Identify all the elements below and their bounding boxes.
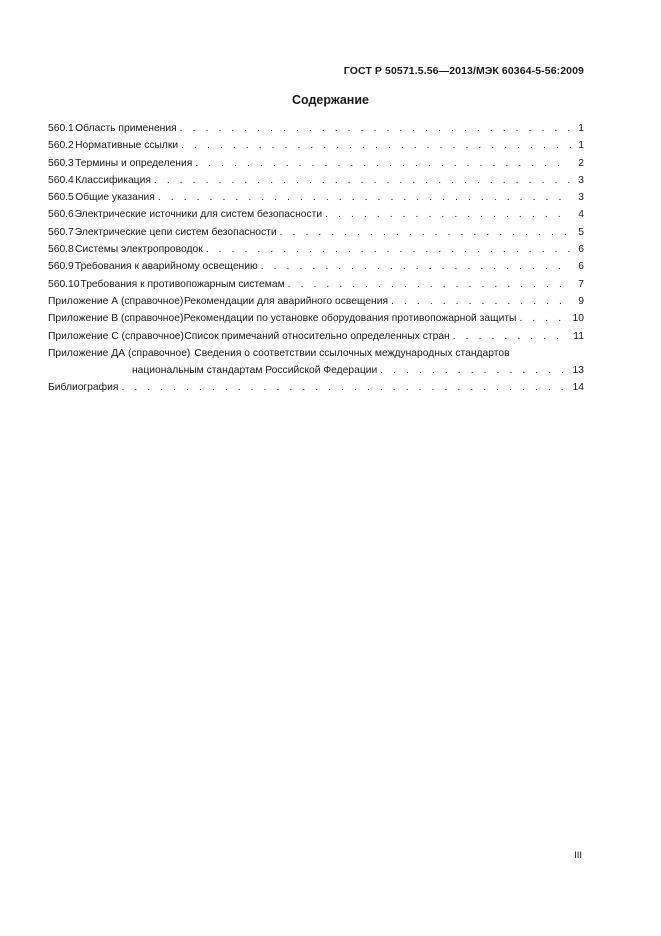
dot-leader <box>453 328 571 345</box>
toc-entry-page: 3 <box>578 192 584 204</box>
toc-entry[interactable] <box>48 137 584 154</box>
dot-leader <box>181 137 571 154</box>
dot-leader <box>280 224 571 241</box>
toc-entry-page: 11 <box>573 330 584 342</box>
dot-leader <box>391 293 571 310</box>
page-title: Содержание <box>291 93 369 107</box>
toc-entry-title: Электрические цепи систем безопасности <box>74 226 277 238</box>
toc-entry-page: 4 <box>578 209 584 221</box>
toc-entry-annex-a[interactable] <box>48 293 584 310</box>
toc-entry-number: 560.10 <box>48 278 80 290</box>
page-number: III <box>574 850 582 861</box>
toc-entry-page: 1 <box>578 123 584 134</box>
dot-leader <box>154 172 571 189</box>
toc-entry-page: 10 <box>572 313 584 325</box>
toc-entry-bibliography[interactable] <box>48 379 584 396</box>
toc-entry-number: Приложение А (справочное) <box>48 295 184 307</box>
toc-entry-annex-c[interactable] <box>48 328 584 345</box>
toc-entry[interactable] <box>48 155 584 172</box>
dot-leader <box>519 310 569 327</box>
toc-entry[interactable] <box>48 120 584 137</box>
dot-leader <box>288 276 571 293</box>
toc-entry-annex-b[interactable] <box>48 310 584 327</box>
dot-leader <box>158 189 571 206</box>
dot-leader <box>261 258 571 275</box>
toc-entry-page: 9 <box>578 295 584 307</box>
toc-entry-title: Нормативные ссылки <box>75 140 179 152</box>
toc-entry[interactable] <box>48 258 584 275</box>
toc-entry-title: Сведения о соответствии ссылочных международных стандартов <box>194 347 510 359</box>
toc-entry-title: Рекомендации для аварийного освещения <box>184 295 389 307</box>
toc-entry-page: 14 <box>572 382 584 394</box>
toc-entry-title: Общие указания <box>75 192 155 204</box>
toc-entry[interactable] <box>48 206 584 223</box>
toc-entry-page: 6 <box>578 261 584 273</box>
table-of-contents <box>48 120 584 397</box>
toc-entry-number: 560.8 <box>48 244 74 256</box>
toc-entry-number: 560.9 <box>48 261 74 273</box>
dot-leader <box>206 241 571 258</box>
toc-entry-title: Электрические источники для систем безопасности <box>74 209 323 221</box>
dot-leader <box>325 206 571 223</box>
toc-entry-number: 560.1 <box>48 123 74 134</box>
toc-entry-title: Рекомендации по установке оборудования противопожарной защиты <box>183 313 517 325</box>
dot-leader <box>121 379 569 396</box>
toc-entry[interactable] <box>48 189 584 206</box>
toc-entry-annex-da-continuation[interactable] <box>48 362 584 379</box>
toc-entry[interactable] <box>48 224 584 241</box>
toc-entry[interactable] <box>48 276 584 293</box>
toc-entry-number: 560.3 <box>48 157 74 169</box>
toc-entry-title: Классификация <box>75 174 151 186</box>
dot-leader <box>195 155 571 172</box>
toc-entry-page: 13 <box>572 365 584 377</box>
toc-entry-annex-da[interactable] <box>48 345 584 362</box>
toc-entry-title-continuation: национальным стандартам Российской Федерации <box>132 365 378 377</box>
toc-entry[interactable] <box>48 241 584 258</box>
toc-entry-title: Системы электропроводок <box>75 244 203 256</box>
toc-entry-page: 5 <box>578 226 584 238</box>
toc-entry-number: Приложение ДА (справочное) <box>48 347 191 359</box>
dot-leader <box>180 120 571 137</box>
toc-entry-title: Область применения <box>75 123 177 134</box>
toc-entry-page: 7 <box>578 278 584 290</box>
toc-entry[interactable] <box>48 172 584 189</box>
toc-entry-number: 560.6 <box>48 209 74 221</box>
toc-entry-title: Требования к противопожарным системам <box>80 278 285 290</box>
document-code-header: ГОСТ Р 50571.5.56—2013/МЭК 60364-5-56:2009 <box>343 65 584 77</box>
toc-entry-page: 1 <box>578 140 584 152</box>
toc-entry-title: Список примечаний относительно определенных стран <box>184 330 450 342</box>
toc-entry-page: 2 <box>578 157 584 169</box>
toc-entry-number: Приложение В (справочное) <box>48 313 184 325</box>
toc-entry-number: 560.5 <box>48 192 74 204</box>
toc-entry-page: 3 <box>578 174 584 186</box>
toc-entry-number: 560.2 <box>48 140 74 152</box>
toc-entry-number: 560.4 <box>48 174 74 186</box>
toc-entry-title: Термины и определения <box>75 157 193 169</box>
toc-entry-title: Библиография <box>48 382 119 394</box>
toc-entry-page: 6 <box>578 244 584 256</box>
toc-entry-number: Приложение С (справочное) <box>48 330 184 342</box>
dot-leader <box>380 362 569 379</box>
toc-entry-title: Требования к аварийному освещению <box>74 261 258 273</box>
toc-entry-number: 560.7 <box>48 226 74 238</box>
